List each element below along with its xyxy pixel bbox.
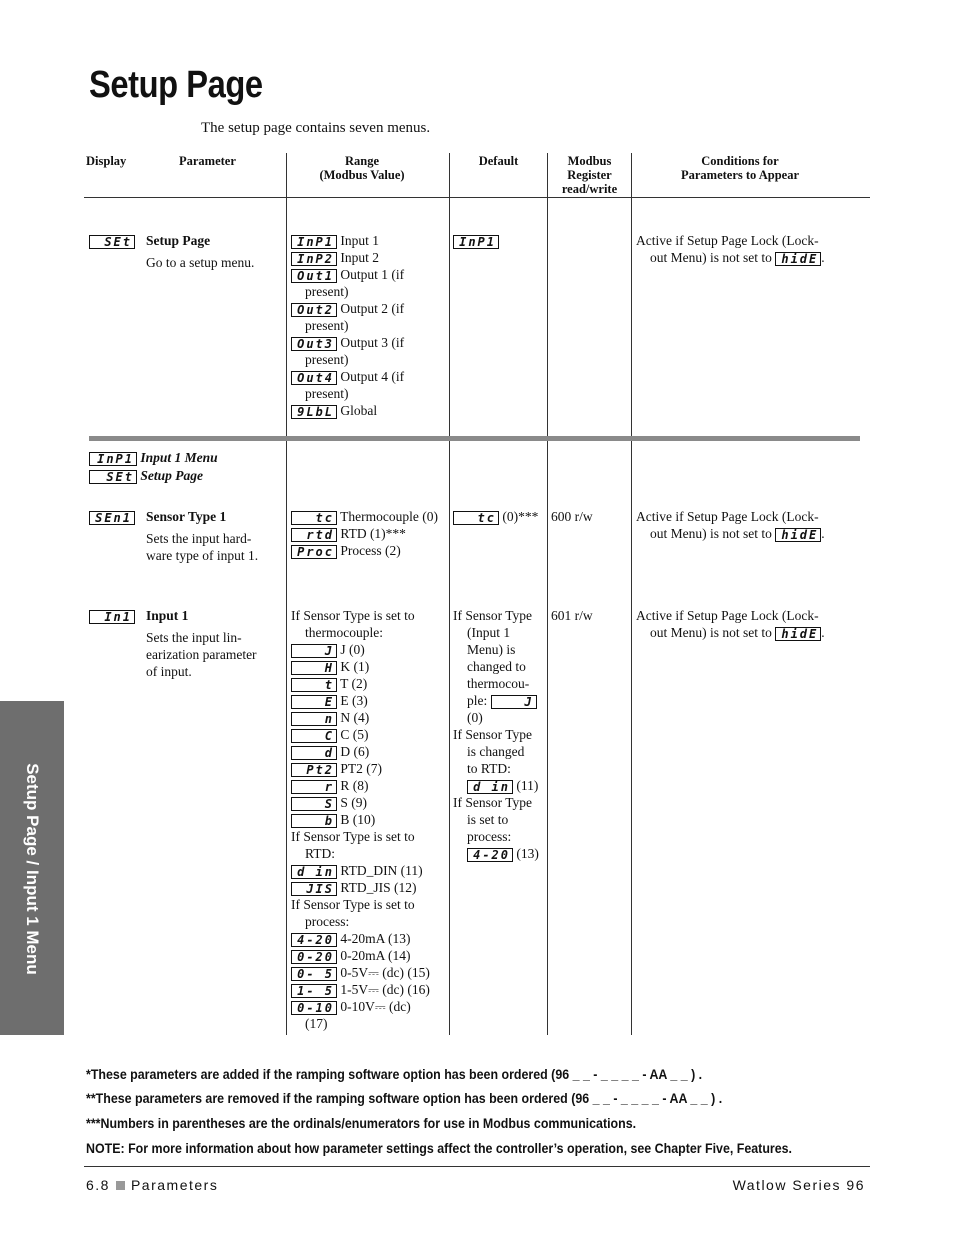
header-default: Default — [478, 154, 519, 168]
input-parameter: Input 1 Sets the input lin- earization parameter of input. — [146, 608, 257, 679]
lcd-code: InP1 — [453, 235, 499, 249]
input-conditions: Active if Setup Page Lock (Lock- out Menu) is not set to hidE . — [636, 608, 825, 641]
input-modbus: 601 r/w — [551, 608, 593, 623]
column-divider — [631, 153, 632, 1035]
lcd-code: E — [291, 695, 337, 709]
lcd-code: SEt — [89, 235, 135, 249]
lcd-code: InP2 — [291, 252, 337, 266]
parameter-desc: Go to a setup menu. — [146, 255, 255, 270]
header-conditions: Conditions for Parameters to Appear — [680, 154, 800, 182]
menu-heading: InP1 Input 1 Menu SEt Setup Page — [89, 449, 218, 484]
header-display: Display — [86, 154, 127, 168]
lcd-code: 0-10 — [291, 1001, 337, 1015]
lcd-code: d — [291, 746, 337, 760]
sensor-range: tc Thermocouple (0) rtd RTD (1)*** Proc Process (2) — [291, 508, 438, 559]
lcd-code: 4-20 — [291, 933, 337, 947]
lcd-code: In1 — [89, 610, 135, 624]
intro-text: The setup page contains seven menus. — [201, 120, 431, 136]
lcd-code: J — [291, 644, 337, 658]
side-tab-label: Setup Page / Input 1 Menu — [23, 763, 42, 975]
lcd-code: d in — [467, 780, 513, 794]
footer-product: Watlow Series 96 — [732, 1177, 865, 1193]
input-range: If Sensor Type is set to thermocouple: J J (0) H K (1) t T (2) E E (3) n N (4) C C (5) d D (6) Pt2 PT2 (7) r R (8) S S (9) b B (10) If Sensor Type is set to RTD: d in RTD_DIN (11) JIS RTD_JIS (12) If Sensor Type is set to process: 4-20 4-20mA (13) 0-20 0-20mA (14) 0- 5 0-5V⎓ (dc) (15) 1- 5 1-5V⎓ (dc) (16) 0-10 0-10V⎓ (dc) (17) — [291, 608, 430, 1031]
setup-display — [89, 232, 135, 249]
column-divider — [449, 153, 450, 1035]
lcd-code: n — [291, 712, 337, 726]
header-parameter: Parameter — [179, 154, 236, 168]
footnote-3: ***Numbers in parentheses are the ordinals/enumerators for use in Modbus communications. — [86, 1116, 637, 1131]
side-tab — [0, 701, 64, 1035]
setup-default — [453, 232, 499, 249]
page-title: Setup Page — [89, 64, 263, 106]
lcd-code: SEn1 — [89, 511, 135, 525]
lcd-code: hidE — [775, 528, 821, 542]
setup-range: InP1 Input 1 InP2 Input 2 Out1 Output 1 (if present) Out2 Output 2 (if present) Out3 Output 3 (if present) Out4 Output 4 (if present) 9LbL Global — [291, 232, 449, 419]
lcd-code: InP1 — [89, 452, 137, 466]
header-rule — [84, 197, 870, 198]
lcd-code: Out4 — [291, 371, 337, 385]
section-name: Parameters — [130, 1177, 219, 1193]
input-display — [89, 607, 135, 624]
sensor-default: tc (0)*** — [453, 508, 538, 525]
lcd-code: Out3 — [291, 337, 337, 351]
parameter-name: Setup Page — [146, 233, 211, 248]
lcd-code: H — [291, 661, 337, 675]
lcd-code: t — [291, 678, 337, 692]
column-divider — [547, 153, 548, 1035]
lcd-code: SEt — [89, 470, 137, 484]
footnote-1: *These parameters are added if the ramping software option has been ordered (96 _ _ - _ _ _ _ - AA _ _ ) . — [86, 1067, 703, 1082]
lcd-code: Out1 — [291, 269, 337, 283]
lcd-code: C — [291, 729, 337, 743]
footer-rule — [84, 1166, 870, 1167]
lcd-code: tc — [453, 511, 499, 525]
sensor-parameter: Sensor Type 1 Sets the input hard- ware type of input 1. — [146, 509, 259, 563]
lcd-code: hidE — [775, 627, 821, 641]
setup-conditions: Active if Setup Page Lock (Lock- out Menu) is not set to hidE . — [636, 233, 825, 266]
lcd-code: Pt2 — [291, 763, 337, 777]
sensor-modbus: 600 r/w — [551, 509, 593, 524]
lcd-code: rtd — [291, 528, 337, 542]
header-modbus: Modbus Register read/write — [561, 154, 618, 196]
input-default: If Sensor Type (Input 1 Menu) is changed to thermocou- ple: J (0) If Sensor Type is changed to RTD: d in (11) If Sensor Type is set to process: 4-20 (13) — [453, 608, 539, 862]
lcd-code: Out2 — [291, 303, 337, 317]
header-range: Range (Modbus Value) — [319, 154, 405, 182]
lcd-code: hidE — [775, 252, 821, 266]
column-divider — [286, 153, 287, 1035]
sensor-display — [89, 508, 135, 525]
square-bullet-icon — [116, 1181, 125, 1190]
lcd-code: d in — [291, 865, 337, 879]
sensor-conditions: Active if Setup Page Lock (Lock- out Menu) is not set to hidE . — [636, 509, 825, 542]
lcd-code: InP1 — [291, 235, 337, 249]
setup-parameter — [146, 232, 254, 271]
lcd-code: 1- 5 — [291, 984, 337, 998]
lcd-code: b — [291, 814, 337, 828]
lcd-code: tc — [291, 511, 337, 525]
lcd-code: J — [491, 695, 537, 709]
lcd-code: 0- 5 — [291, 967, 337, 981]
lcd-code: JIS — [291, 882, 337, 896]
lcd-code: r — [291, 780, 337, 794]
footer-left — [86, 1177, 218, 1193]
footnote-note: NOTE: For more information about how parameter settings affect the controller’s operation, see Chapter Five, Features. — [86, 1141, 792, 1156]
page-number: 6.8 — [86, 1177, 110, 1193]
lcd-code: 0-20 — [291, 950, 337, 964]
lcd-code: Proc — [291, 545, 337, 559]
section-divider — [89, 436, 860, 441]
lcd-code: 4-20 — [467, 848, 513, 862]
footnote-2: **These parameters are removed if the ramping software option has been ordered (96 _ _ - _ _ _ _ - AA _ _ ) . — [86, 1091, 723, 1106]
lcd-code: 9LbL — [291, 405, 337, 419]
lcd-code: S — [291, 797, 337, 811]
